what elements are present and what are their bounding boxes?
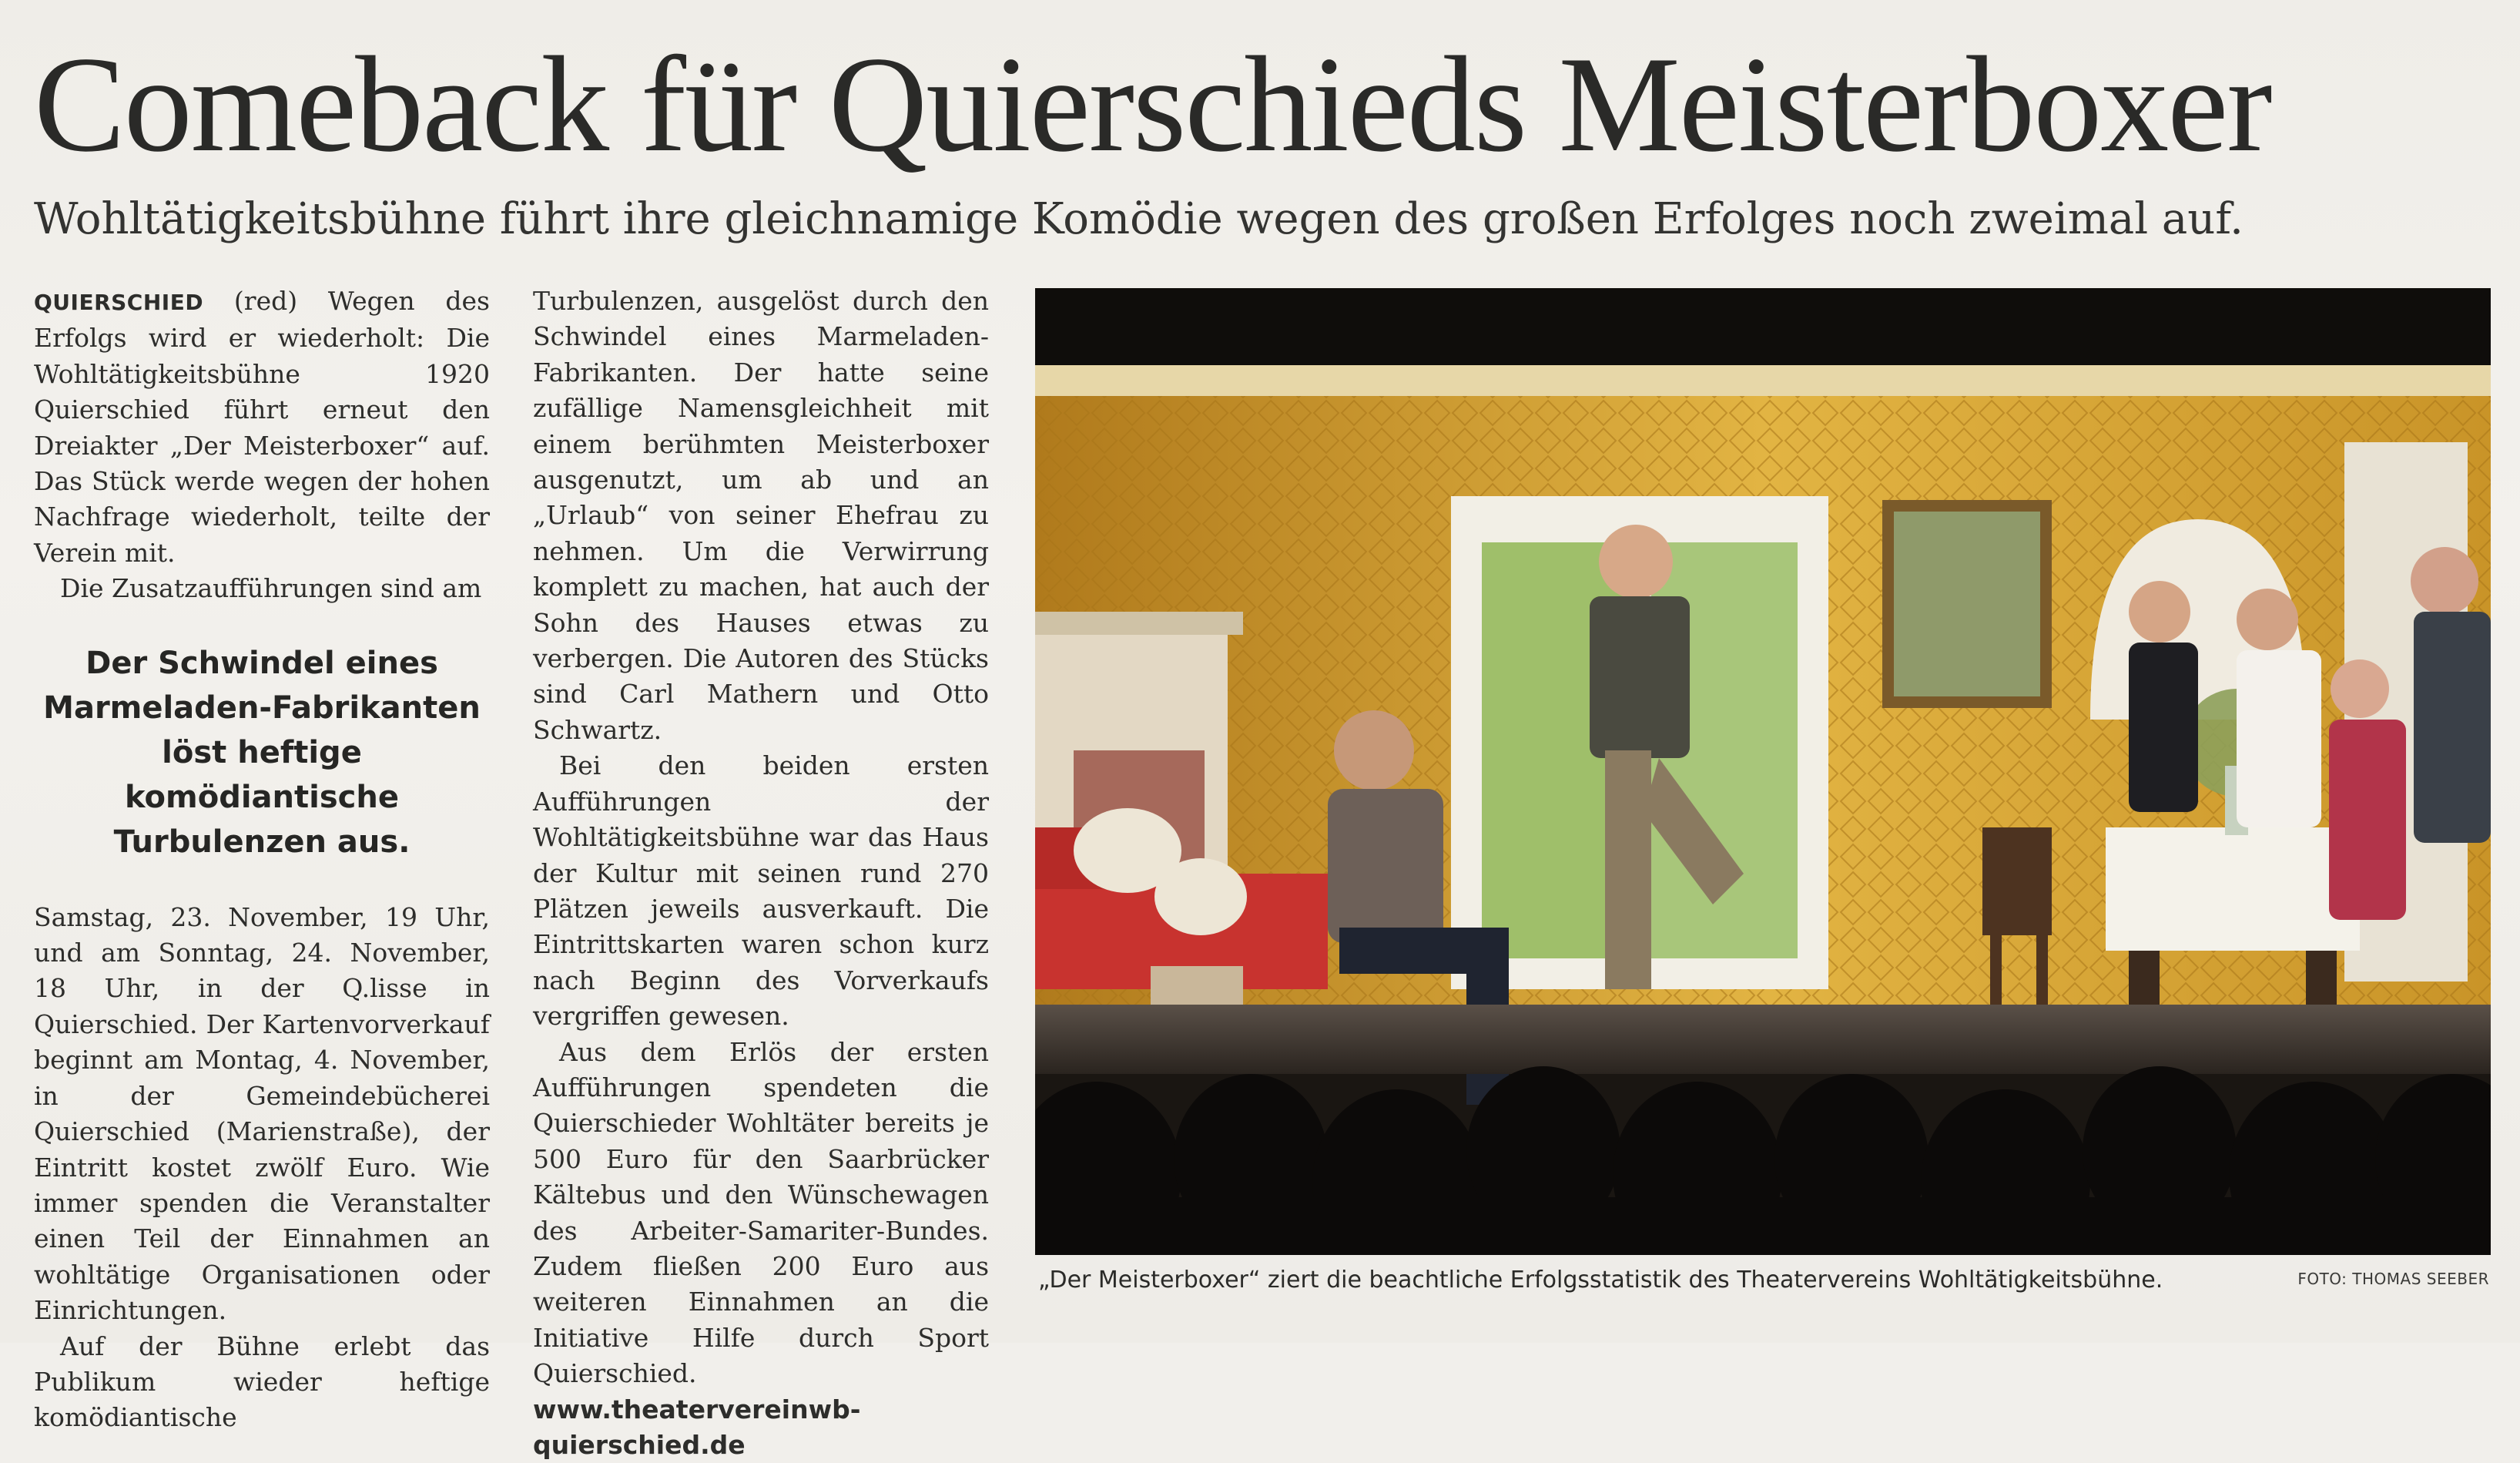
article-headline: Comeback für Quierschieds Meisterboxer [34, 28, 2271, 180]
dateline: QUIERSCHIED [34, 290, 204, 315]
article-paragraph: Die Zusatzaufführungen sind am [60, 573, 482, 604]
pull-quote: Der Schwindel eines Marmeladen-Fabrikanten löst heftige komödiantische Turbulenzen aus. [43, 645, 481, 860]
article-paragraph [34, 284, 490, 571]
article-column-1 [34, 284, 490, 1436]
paragraph-text: (red) Wegen des Erfolgs wird er wiederholt: Die Wohltätigkeitsbühne 1920 Quierschied führt erneut den Dreiakter „Der Meisterboxer“ auf. Das Stück werde wegen der hohen Nachfrage wiederholt, teilte der Verein mit. [34, 286, 490, 568]
article-paragraph: Turbulenzen, ausgelöst durch den Schwindel eines Marmeladen-Fabrikanten. Der hatte seine zufällige Namensgleichheit mit einem berühmten Meisterboxer ausgenutzt, um ab und an „Urlaub“ von seiner Ehefrau zu nehmen. Um die Verwirrung komplett zu machen, hat auch der Sohn des Hauses etwas zu verbergen. Die Autoren des Stücks sind Carl Mathern und Otto Schwartz. [533, 286, 989, 745]
photo-credit: FOTO: THOMAS SEEBER [2297, 1270, 2489, 1288]
article-column-2 [533, 284, 989, 1463]
web-link[interactable]: www.theatervereinwb-quierschied.de [533, 1394, 861, 1460]
article-subheadline: Wohltätigkeitsbühne führt ihre gleichnamige Komödie wegen des großen Erfolges noch zweimal auf. [34, 194, 2244, 244]
photo-caption: „Der Meisterboxer“ ziert die beachtliche Erfolgsstatistik des Theatervereins Wohltätigkeitsbühne. [1038, 1267, 2163, 1294]
stage-photo [1035, 288, 2491, 1255]
article-paragraph: Auf der Bühne erlebt das Publikum wieder heftige komödiantische [34, 1330, 490, 1433]
article-paragraph: Bei den beiden ersten Aufführungen der Wohltätigkeitsbühne war das Haus der Kultur mit seinen rund 270 Plätzen jeweils ausverkauft. Die Eintrittskarten waren schon kurz nach Beginn des Vorverkaufs vergriffen gewesen. [533, 750, 989, 1032]
article-paragraph: Aus dem Erlös der ersten Aufführungen spendeten die Quierschieder Wohltäter bereits je 500 Euro für den Saarbrücker Kältebus und den Wünschewagen des Arbeiter-Samariter-Bundes. Zudem fließen 200 Euro aus weiteren Einnahmen an die Initiative Hilfe durch Sport Quierschied. [533, 1036, 989, 1389]
stage-scene-illustration [1035, 288, 2491, 1255]
article-paragraph: Samstag, 23. November, 19 Uhr, und am Sonntag, 24. November, 18 Uhr, in der Q.lisse in Quierschied. Der Kartenvorverkauf beginnt am Montag, 4. November, in der Gemeindebücherei Quierschied (Marienstraße), der Eintritt kostet zwölf Euro. Wie immer spenden die Veranstalter einen Teil der Einnahmen an wohltätige Organisationen oder Einrichtungen. [34, 901, 490, 1326]
